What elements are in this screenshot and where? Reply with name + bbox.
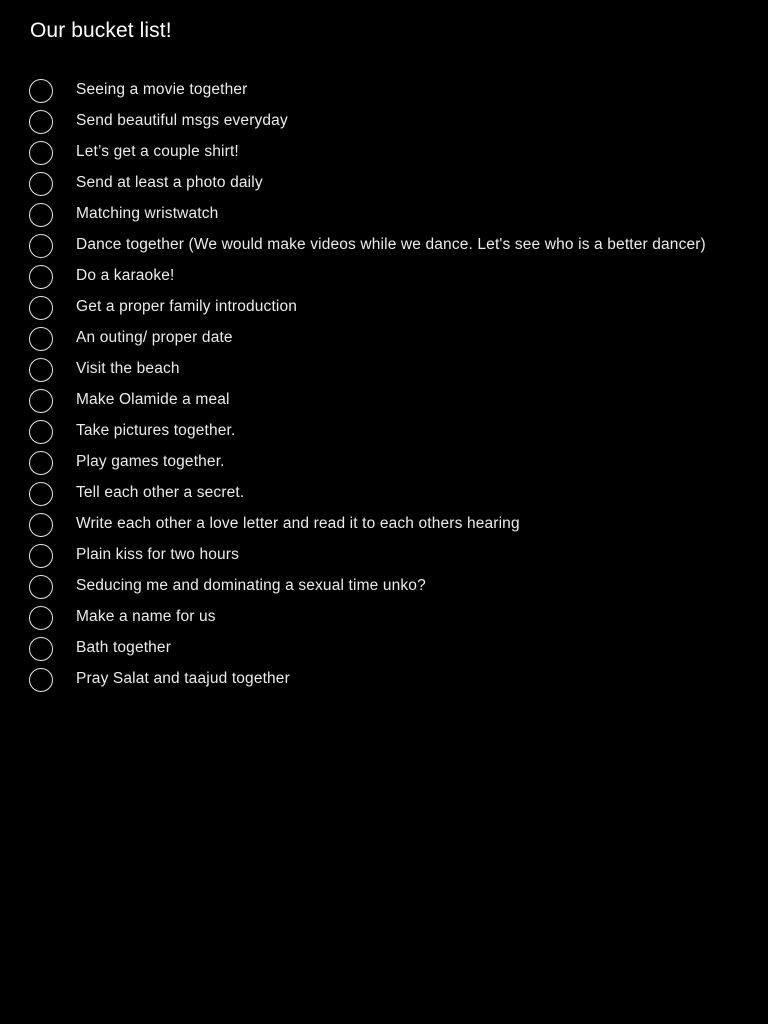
checklist-item [0, 200, 768, 231]
checkbox-circle-icon[interactable] [29, 606, 53, 630]
checklist-item-text[interactable]: Send at least a photo daily [76, 174, 263, 191]
checklist-item [0, 386, 768, 417]
checklist-item [0, 479, 768, 510]
checkbox-circle-icon[interactable] [29, 203, 53, 227]
checklist-item [0, 603, 768, 634]
checklist-item [0, 169, 768, 200]
checklist-item [0, 76, 768, 107]
checklist-item-text[interactable]: Bath together [76, 639, 172, 656]
checklist-item [0, 541, 768, 572]
checklist-item-text[interactable]: Get a proper family introduction [76, 298, 298, 315]
checklist-item-text[interactable]: Dance together (We would make videos while we dance. Let's see who is a better dancer) [76, 236, 706, 253]
checklist-item-text[interactable]: Matching wristwatch [76, 205, 219, 222]
checklist-item-text[interactable]: Write each other a love letter and read it to each others hearing [76, 515, 520, 532]
checklist-item-text[interactable]: Pray Salat and taajud together [76, 670, 290, 687]
checkbox-circle-icon[interactable] [29, 141, 53, 165]
checklist-item [0, 107, 768, 138]
checklist-item [0, 510, 768, 541]
checkbox-circle-icon[interactable] [29, 172, 53, 196]
checklist-item [0, 572, 768, 603]
checklist-item [0, 231, 768, 262]
checklist-item-text[interactable]: Seeing a movie together [76, 81, 248, 98]
checkbox-circle-icon[interactable] [29, 513, 53, 537]
checklist-item-text[interactable]: Make Olamide a meal [76, 391, 230, 408]
checkbox-circle-icon[interactable] [29, 79, 53, 103]
checklist-item-text[interactable]: Take pictures together. [76, 422, 236, 439]
checklist-item [0, 355, 768, 386]
checklist [0, 76, 768, 696]
checkbox-circle-icon[interactable] [29, 110, 53, 134]
checklist-item-text[interactable]: Tell each other a secret. [76, 484, 245, 501]
checkbox-circle-icon[interactable] [29, 296, 53, 320]
checklist-item-text[interactable]: Play games together. [76, 453, 225, 470]
checklist-item-text[interactable]: Plain kiss for two hours [76, 546, 239, 563]
checkbox-circle-icon[interactable] [29, 451, 53, 475]
checkbox-circle-icon[interactable] [29, 575, 53, 599]
checklist-item-text[interactable]: Seducing me and dominating a sexual time unko? [76, 577, 426, 594]
checkbox-circle-icon[interactable] [29, 637, 53, 661]
checklist-item [0, 138, 768, 169]
checkbox-circle-icon[interactable] [29, 420, 53, 444]
checklist-item [0, 665, 768, 696]
checkbox-circle-icon[interactable] [29, 389, 53, 413]
checklist-item-text[interactable]: An outing/ proper date [76, 329, 233, 346]
checkbox-circle-icon[interactable] [29, 358, 53, 382]
checkbox-circle-icon[interactable] [29, 234, 53, 258]
checklist-item [0, 262, 768, 293]
note-title[interactable]: Our bucket list! [30, 19, 172, 42]
checkbox-circle-icon[interactable] [29, 544, 53, 568]
checkbox-circle-icon[interactable] [29, 482, 53, 506]
checklist-item [0, 634, 768, 665]
checklist-item [0, 324, 768, 355]
checklist-item [0, 417, 768, 448]
checklist-item-text[interactable]: Do a karaoke! [76, 267, 175, 284]
checklist-item-text[interactable]: Let’s get a couple shirt! [76, 143, 239, 160]
checklist-item [0, 293, 768, 324]
checkbox-circle-icon[interactable] [29, 265, 53, 289]
checkbox-circle-icon[interactable] [29, 668, 53, 692]
checklist-item-text[interactable]: Make a name for us [76, 608, 216, 625]
checkbox-circle-icon[interactable] [29, 327, 53, 351]
checklist-item-text[interactable]: Send beautiful msgs everyday [76, 112, 288, 129]
checklist-item [0, 448, 768, 479]
checklist-item-text[interactable]: Visit the beach [76, 360, 180, 377]
